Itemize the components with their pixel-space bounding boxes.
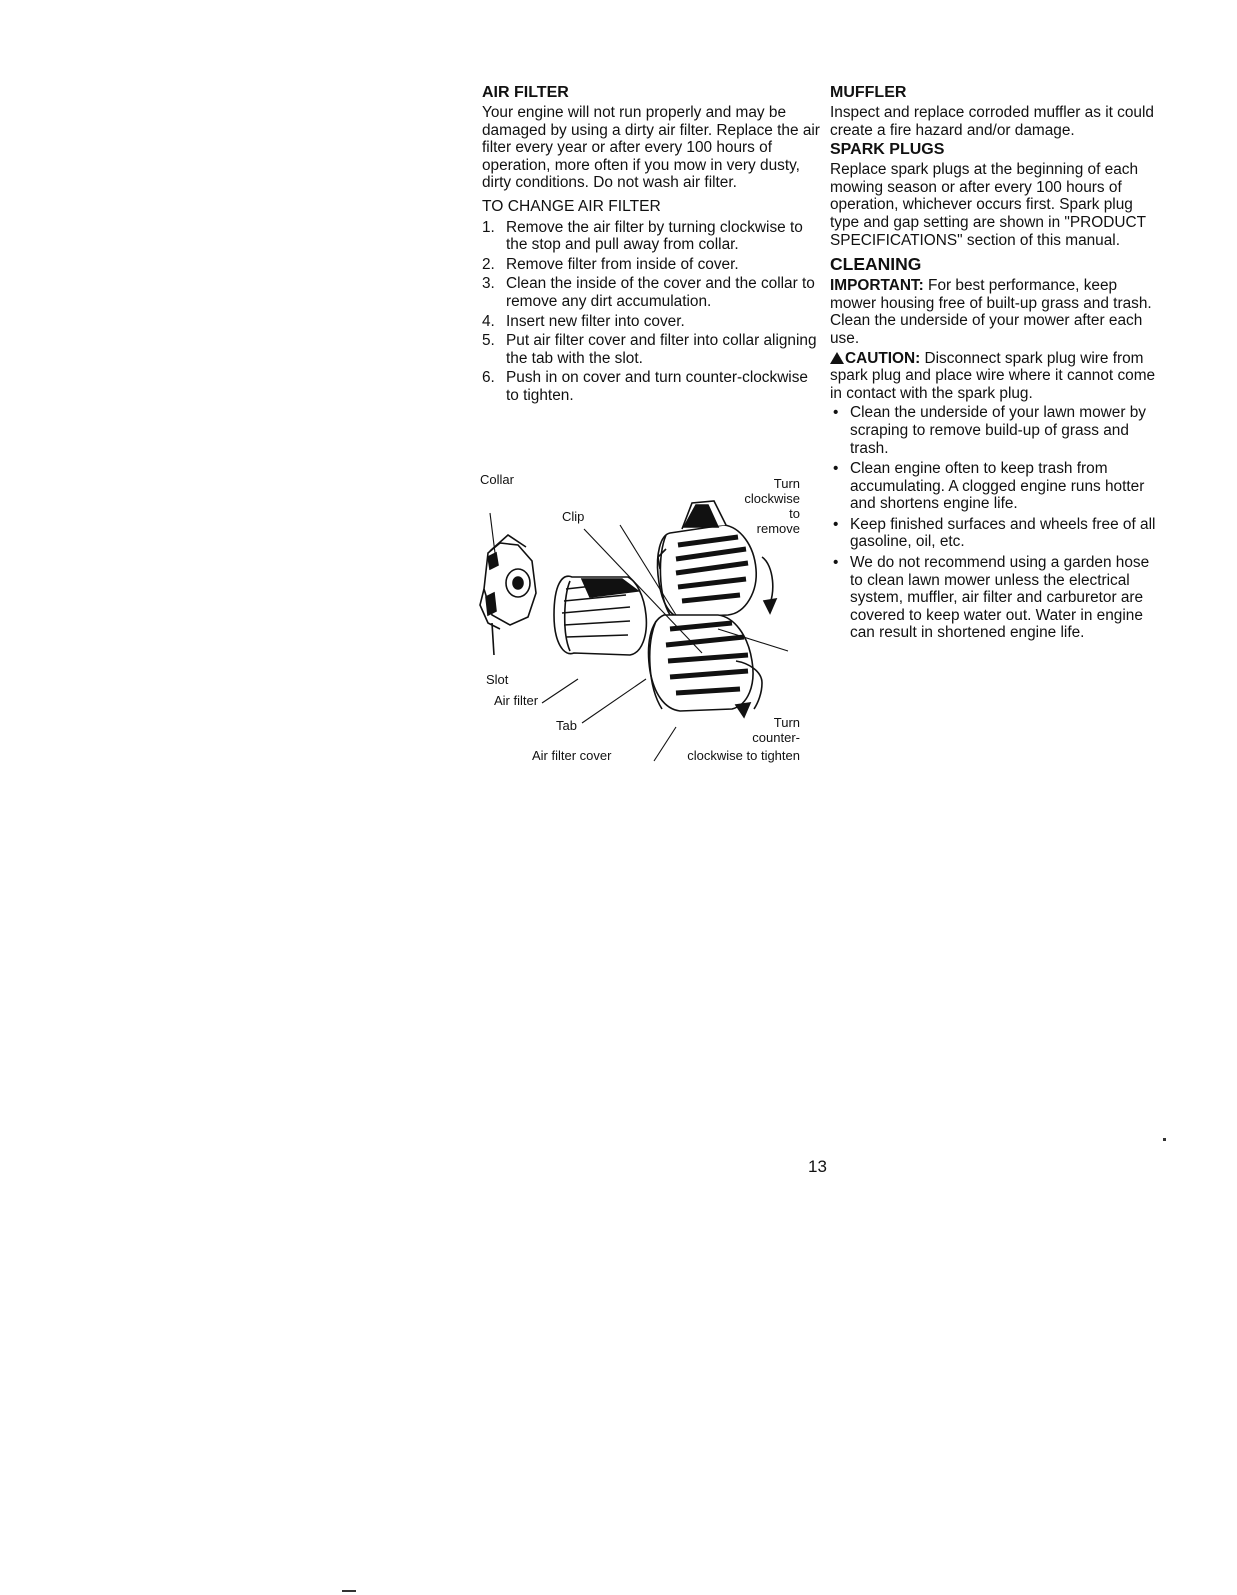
label-turn-remove-2: clockwise	[744, 491, 800, 506]
bullet-text: Clean engine often to keep trash from accumulating. A clogged engine runs hotter and shortens engine life.	[850, 460, 1145, 513]
label-turn-remove-3: to	[789, 506, 800, 521]
caution-text: Disconnect spark plug wire from spark plug and place wire where it cannot come in contact with the spark plug.	[830, 349, 1156, 402]
page-number: 13	[808, 1157, 827, 1176]
label-slot: Slot	[486, 672, 509, 687]
step-number: 3.	[482, 275, 495, 293]
important-label: IMPORTANT:	[830, 277, 924, 295]
bullet-text: Keep finished surfaces and wheels free of all gasoline, oil, etc.	[850, 515, 1156, 551]
step-text: Put air filter cover and filter into collar aligning the tab with the slot.	[506, 332, 817, 367]
caution-label: CAUTION:	[845, 349, 921, 367]
step-text: Remove the air filter by turning clockwise to the stop and pull away from collar.	[506, 218, 803, 254]
label-turn-remove-4: remove	[756, 521, 800, 536]
step-item	[482, 256, 820, 274]
step-number: 6.	[482, 369, 495, 387]
step-text: Clean the inside of the cover and the collar to remove any dirt accumulation.	[506, 275, 815, 310]
step-text: Insert new filter into cover.	[506, 312, 685, 330]
list-item	[830, 516, 1160, 551]
spark-plugs-heading: SPARK PLUGS	[830, 141, 945, 159]
step-number: 4.	[482, 312, 495, 330]
label-turn-tighten-2: counter-	[752, 730, 800, 745]
step-text: Remove filter from inside of cover.	[506, 255, 739, 273]
caution-note	[830, 350, 1160, 403]
air-filter-heading: AIR FILTER	[482, 84, 569, 101]
air-filter-intro: Your engine will not run properly and may be damaged by using a dirty air filter. Replace the air filter every year or after every 100 hours of operation, more often if you mow in very dusty, dirty conditions. Do not wash air filter.	[482, 104, 820, 192]
list-item	[830, 404, 1160, 457]
label-turn-remove-1: Turn	[773, 476, 800, 491]
label-turn-tighten-1: Turn	[773, 715, 800, 730]
important-text: For best performance, keep mower housing free of built-up grass and trash. Clean the underside of your mower after each use.	[830, 277, 1152, 347]
cover-tighten-illustration	[649, 615, 762, 717]
change-air-filter-subheading: TO CHANGE AIR FILTER	[482, 197, 661, 215]
left-column	[482, 84, 820, 411]
label-air-filter: Air filter	[494, 693, 539, 708]
bullet-icon: •	[833, 404, 839, 422]
label-collar: Collar	[480, 472, 514, 487]
bullet-icon: •	[833, 554, 839, 572]
scan-speck	[342, 1590, 356, 1592]
list-item	[830, 460, 1160, 513]
step-item	[482, 313, 820, 331]
muffler-heading: MUFFLER	[830, 84, 907, 101]
bullet-text: Clean the underside of your lawn mower by scraping to remove build-up of grass and trash.	[850, 404, 1146, 457]
step-number: 1.	[482, 218, 495, 236]
spark-plugs-text: Replace spark plugs at the beginning of each mowing season or after every 100 hours of operation, whichever occurs first. Spark plug type and gap setting are shown in "PRODUCT SPECIFICATIONS" section of this manual.	[830, 161, 1146, 249]
step-number: 2.	[482, 255, 495, 273]
list-item	[830, 554, 1160, 642]
label-clip: Clip	[562, 509, 585, 524]
step-item	[482, 219, 820, 254]
step-number: 5.	[482, 332, 495, 350]
bullet-text: We do not recommend using a garden hose to clean lawn mower unless the electrical system, muffler, air filter and carburetor are covered to keep water out. Water in engine can result in shortened engine life.	[850, 554, 1150, 642]
collar-illustration	[480, 535, 536, 655]
label-air-filter-cover: Air filter cover	[532, 748, 612, 763]
warning-triangle-icon	[830, 352, 844, 364]
air-filter-steps	[482, 219, 820, 405]
step-item	[482, 332, 820, 367]
step-item	[482, 275, 820, 310]
label-tab: Tab	[556, 718, 577, 733]
cleaning-heading: CLEANING	[830, 254, 922, 275]
scan-speck	[1163, 1138, 1166, 1141]
right-column	[830, 84, 1160, 645]
step-item	[482, 369, 820, 404]
important-note	[830, 277, 1160, 347]
muffler-text: Inspect and replace corroded muffler as it could create a fire hazard and/or damage.	[830, 104, 1154, 139]
air-filter-illustration-part	[554, 576, 646, 655]
bullet-icon: •	[833, 460, 839, 478]
air-filter-diagram	[470, 465, 820, 773]
cleaning-bullets	[830, 404, 1160, 642]
label-turn-tighten-3: clockwise to tighten	[687, 748, 800, 763]
step-text: Push in on cover and turn counter-clockwise to tighten.	[506, 369, 808, 404]
bullet-icon: •	[833, 515, 839, 533]
